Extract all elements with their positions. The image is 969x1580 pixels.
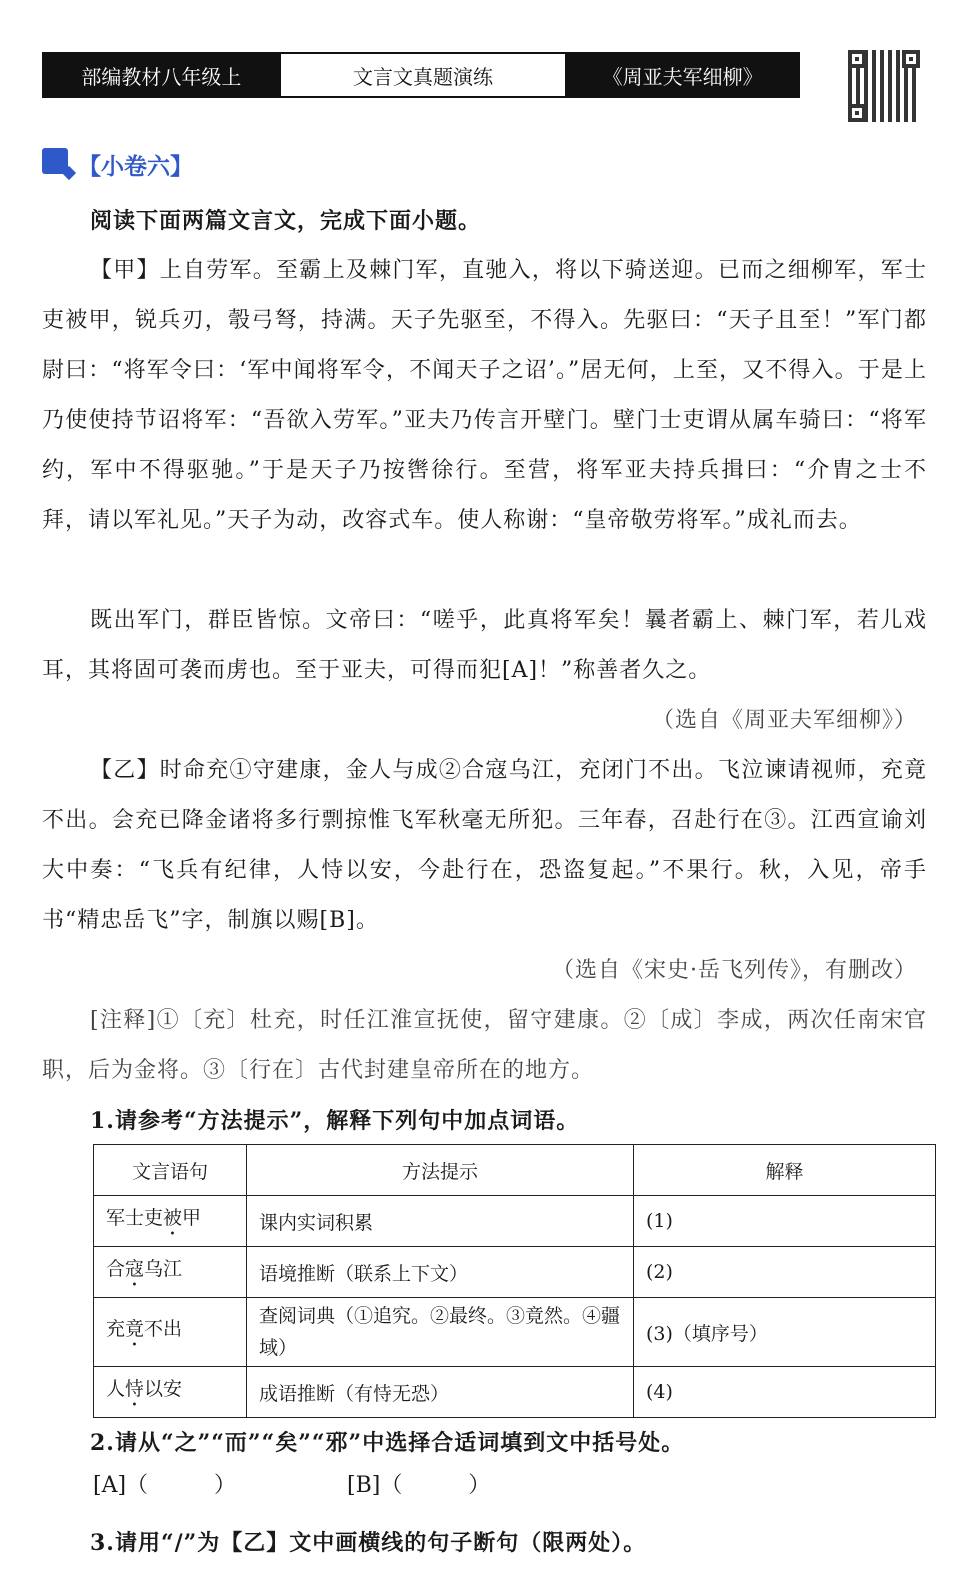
blank-a[interactable]: [A]（ ） <box>93 1473 237 1498</box>
header-lesson: 《周亚夫军细柳》 <box>567 54 798 96</box>
answer-cell[interactable]: (2) <box>634 1247 936 1298</box>
instruction: 阅读下面两篇文言文，完成下面小题。 <box>90 208 482 234</box>
hint-cell: 成语推断（有恃无恐） <box>247 1367 634 1418</box>
section-title: 【小卷六】 <box>78 153 193 180</box>
page-header <box>42 52 800 98</box>
table-row <box>94 1247 936 1298</box>
table-header: 方法提示 <box>247 1145 634 1196</box>
passage-jia-p2: 既出军门，群臣皆惊。文帝曰：“嗟乎，此真将军矣！曩者霸上、棘门军，若儿戏耳，其将固可袭而虏也。至于亚夫，可得而犯[A]！”称善者久之。 <box>42 608 927 683</box>
answer-cell[interactable]: (3)（填序号） <box>634 1298 936 1367</box>
notes: [注释]①〔充〕杜充，时任江淮宣抚使，留守建康。②〔成〕李成，两次任南宋官职，后为金将。③〔行在〕古代封建皇帝所在的地方。 <box>42 1008 927 1083</box>
answer-cell[interactable]: (1) <box>634 1196 936 1247</box>
passage-jia-source: （选自《周亚夫军细柳》） <box>651 708 917 733</box>
header-topic: 文言文真题演练 <box>279 54 567 96</box>
table-row <box>94 1367 936 1418</box>
passage-jia-p1: 【甲】上自劳军。至霸上及棘门军，直驰入，将以下骑送迎。已而之细柳军，军士吏被甲，锐兵刃，彀弓弩，持满。天子先驱至，不得入。先驱曰：“天子且至！”军门都尉曰：“将军令曰：‘军中闻将军令，不闻天子之诏’。”居无何，上至，又不得入。于是上乃使使持节诏将军：“吾欲入劳军。”亚夫乃传言开壁门。壁门士吏谓从属车骑曰：“将军约，军中不得驱驰。”于是天子乃按辔徐行。至营，将军亚夫持兵揖曰：“介胄之士不拜，请以军礼见。”天子为动，改容式车。使人称谢：“皇帝敬劳将军。”成礼而去。 <box>42 258 927 533</box>
passage-yi-p1: 【乙】时命充①守建康，金人与成②合寇乌江，充闭门不出。飞泣谏请视师，充竟不出。会充已降金诸将多行剽掠惟飞军秋毫无所犯。三年春，召赴行在③。江西宣谕刘大中奏：“飞兵有纪律，人恃以安，今赴行在，恐盗复起。”不果行。秋，入见，帝手书“精忠岳飞”字，制旗以赐[B]。 <box>42 758 927 933</box>
question-1-prompt: 1.请参考“方法提示”，解释下列句中加点词语。 <box>90 1108 580 1134</box>
header-grade: 部编教材八年级上 <box>44 54 279 96</box>
hint-cell: 查阅词典（①追究。②最终。③竟然。④疆域） <box>247 1298 634 1367</box>
sentence-cell: 合寇乌江 <box>94 1247 247 1298</box>
table-header: 解释 <box>634 1145 936 1196</box>
question-3-prompt: 3.请用“/”为【乙】文中画横线的句子断句（限两处）。 <box>90 1530 647 1556</box>
section-marker-icon <box>42 148 68 174</box>
hint-cell: 课内实词积累 <box>247 1196 634 1247</box>
table-row <box>94 1298 936 1367</box>
blank-b[interactable]: [B]（ ） <box>347 1473 491 1498</box>
answer-cell[interactable]: (4) <box>634 1367 936 1418</box>
passage-yi-source: （选自《宋史·岳飞列传》，有删改） <box>552 958 917 983</box>
hint-cell: 语境推断（联系上下文） <box>247 1247 634 1298</box>
question-2-prompt: 2.请从“之”“而”“矣”“邪”中选择合适词填到文中括号处。 <box>90 1430 685 1456</box>
table-header: 文言语句 <box>94 1145 247 1196</box>
table-header-row <box>94 1145 936 1196</box>
table-row <box>94 1196 936 1247</box>
sentence-cell: 军士吏被甲 <box>94 1196 247 1247</box>
sentence-cell: 充竟不出 <box>94 1298 247 1367</box>
sentence-cell: 人恃以安 <box>94 1367 247 1418</box>
vocab-table <box>93 1144 936 1418</box>
qr-code-icon <box>848 50 920 122</box>
